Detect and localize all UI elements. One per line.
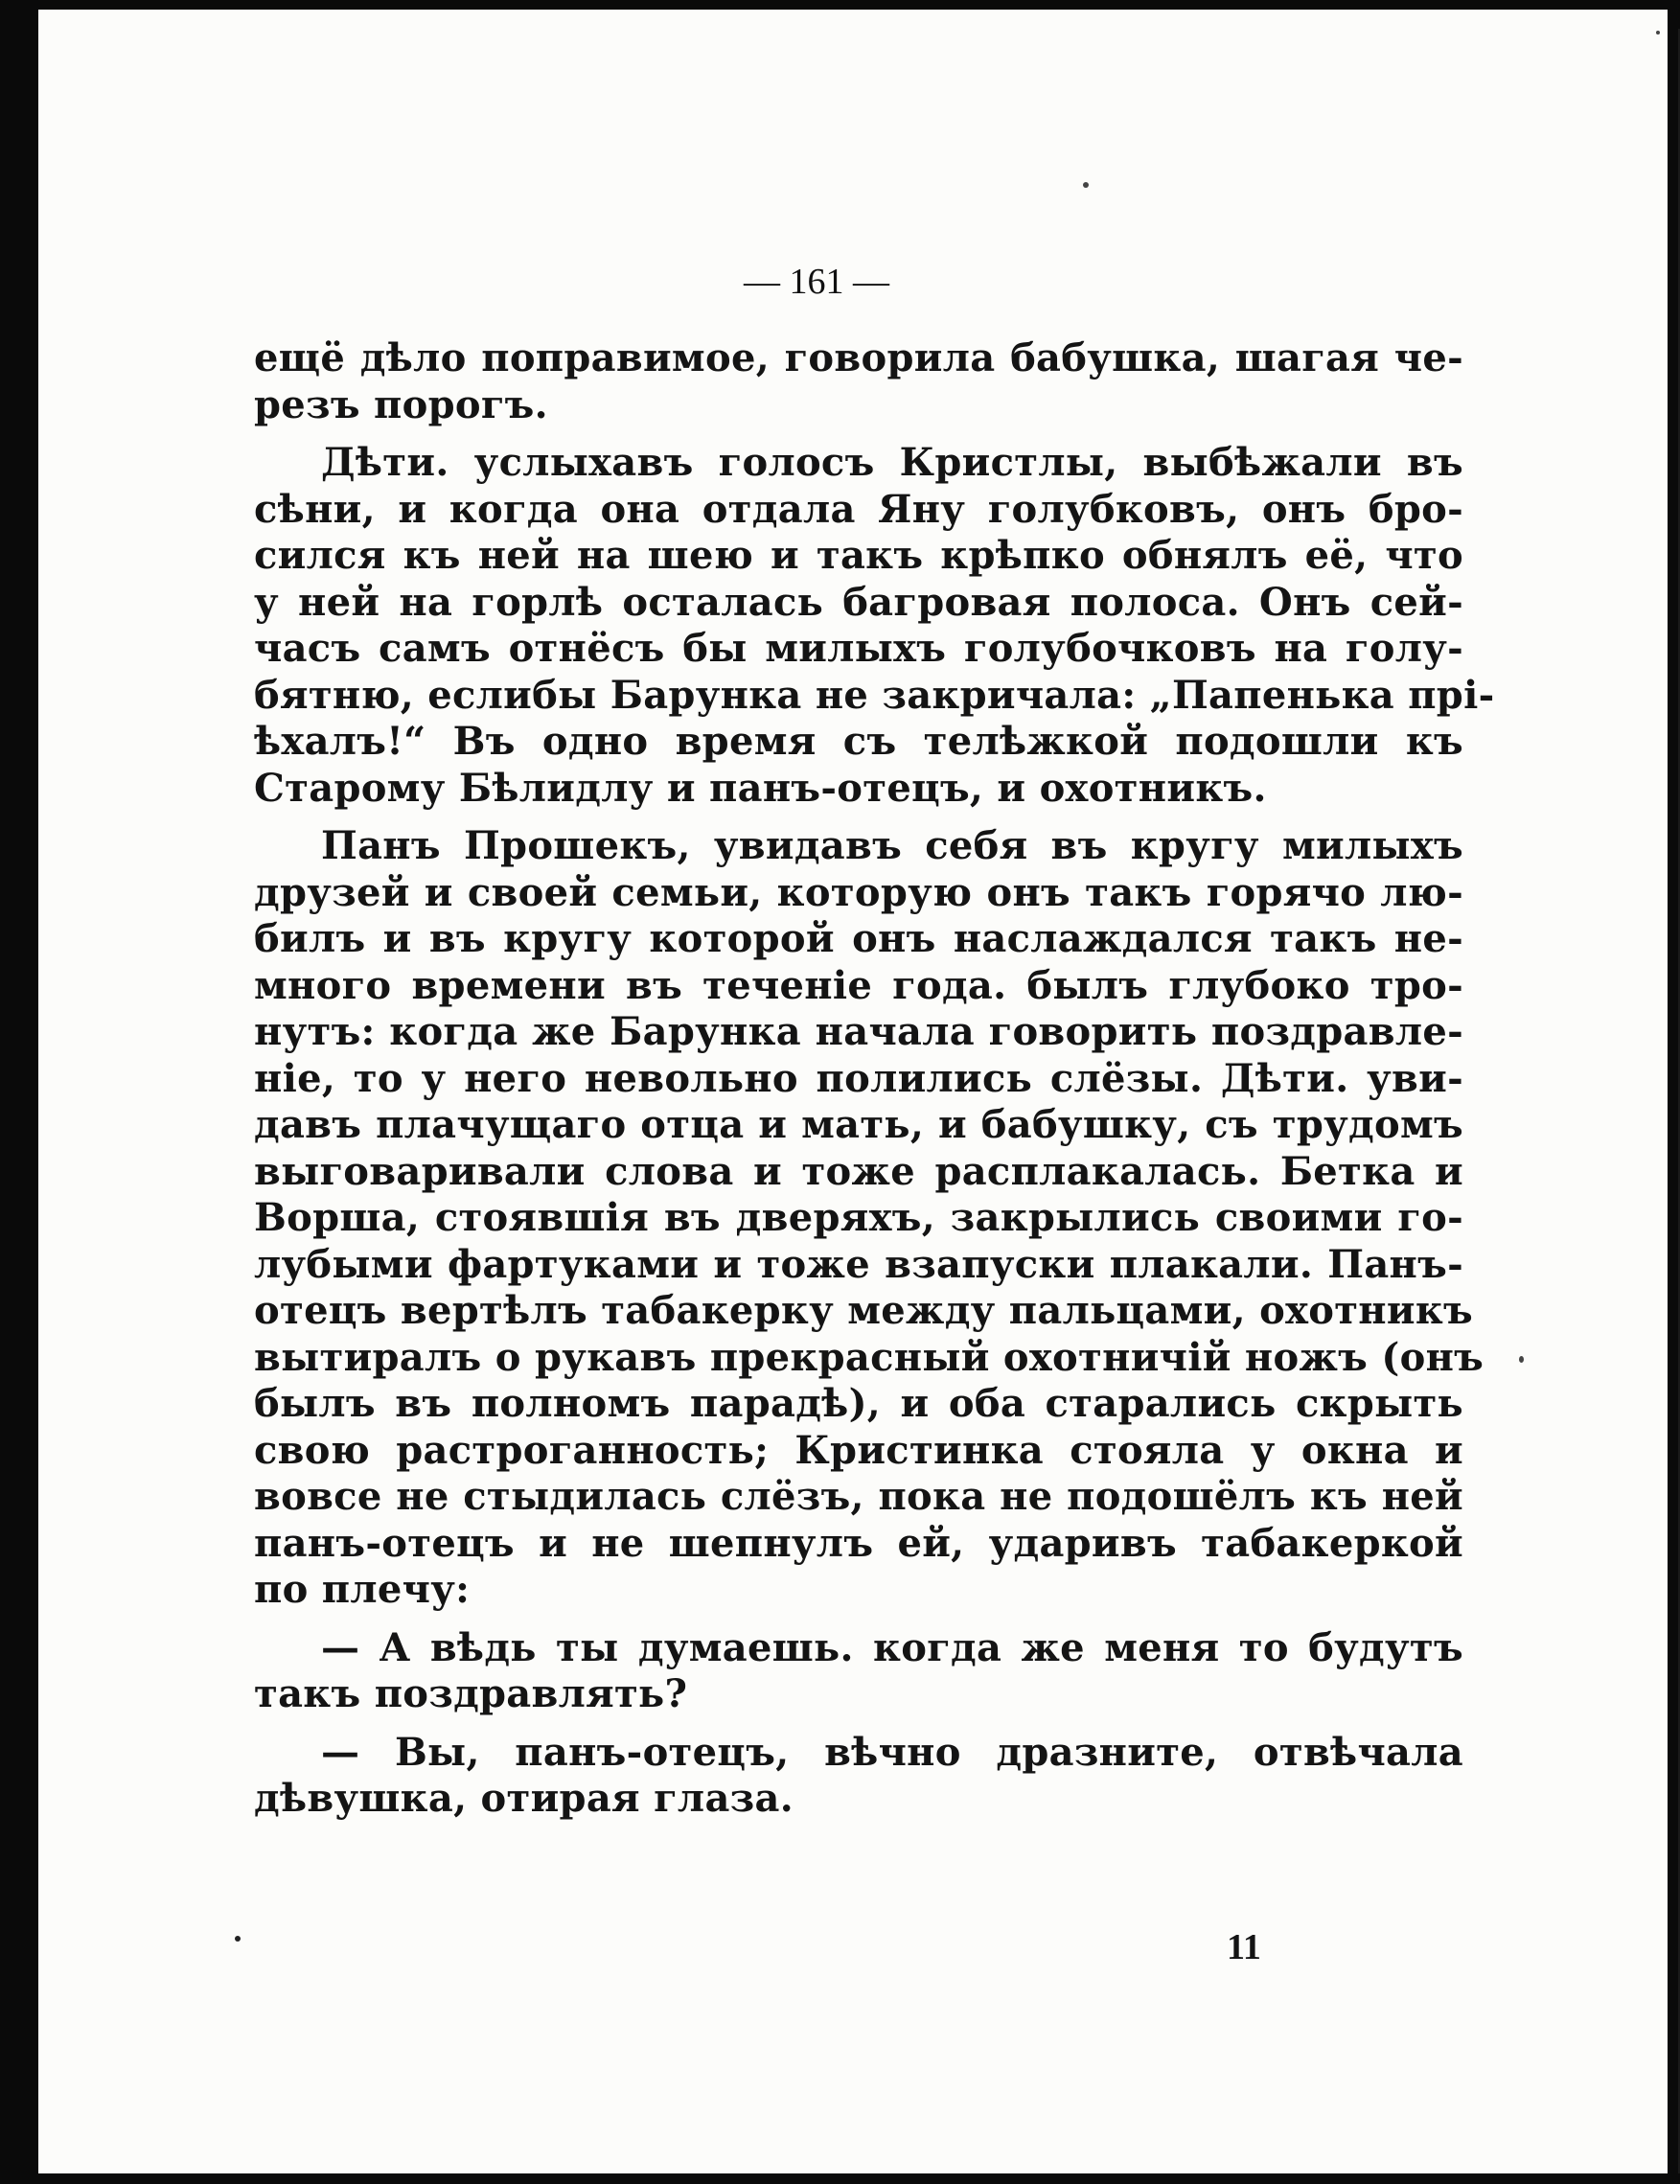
text-line: выговаривали слова и тоже расплакалась. Бетка и (254, 1148, 1463, 1194)
text-line: бятню, еслибы Барунка не закричала: „Папенька прі- (254, 672, 1495, 718)
paragraph-gap (254, 428, 1463, 440)
text-line: вовсе не стыдилась слёзъ, пока не подошёлъ къ ней (254, 1474, 1463, 1519)
paragraph-gap (254, 812, 1463, 823)
text-line: — А вѣдь ты думаешь. когда же меня то будутъ (321, 1624, 1463, 1670)
body-text (254, 335, 1495, 1823)
text-line: у ней на горлѣ осталась багровая полоса. Онъ сей- (254, 579, 1463, 625)
text-line: свою растроганность; Кристинка стояла у окна и (254, 1427, 1463, 1473)
paragraph (254, 1625, 1463, 1718)
text-line: Ворша, стоявшія въ дверяхъ, закрылись своими го- (254, 1195, 1463, 1240)
text-line: давъ плачущаго отца и мать, и бабушку, съ трудомъ (254, 1102, 1463, 1147)
paragraph (254, 440, 1495, 812)
text-line: нутъ: когда же Барунка начала говорить поздравле- (254, 1009, 1463, 1054)
text-line: ещё дѣло поправимое, говорила бабушка, шагая че- (254, 335, 1463, 380)
text-line: вытиралъ о рукавъ прекрасный охотничій ножъ (онъ (254, 1334, 1484, 1380)
signature-mark: 11 (1227, 1927, 1261, 1967)
paragraph (254, 1730, 1463, 1823)
text-line: резъ порогъ. (254, 381, 548, 427)
text-line: лубыми фартуками и тоже взапуски плакали. Панъ- (254, 1241, 1463, 1287)
text-line: друзей и своей семьи, которую онъ такъ горячо лю- (254, 869, 1463, 915)
text-line: часъ самъ отнёсъ бы милыхъ голубочковъ на голу- (254, 626, 1463, 671)
text-line: по плечу: (254, 1567, 471, 1612)
paragraph (254, 823, 1484, 1614)
stray-dot (235, 1936, 241, 1942)
text-line: Старому Бѣлидлу и панъ-отецъ, и охотникъ. (254, 765, 1267, 811)
paragraph-gap (254, 1718, 1463, 1730)
text-line: отецъ вертѣлъ табакерку между пальцами, охотникъ (254, 1288, 1473, 1333)
book-page (38, 10, 1668, 2173)
text-line: — Вы, панъ-отецъ, вѣчно дразните, отвѣчала (321, 1729, 1463, 1775)
text-line: такъ поздравлять? (254, 1671, 688, 1716)
text-line: сился къ ней на шею и такъ крѣпко обнялъ её, что (254, 533, 1463, 578)
text-line: Дѣти. услыхавъ голосъ Кристлы, выбѣжали въ (321, 440, 1463, 485)
paragraph (254, 335, 1463, 428)
text-line: Панъ Прошекъ, увидавъ себя въ кругу милыхъ (321, 823, 1463, 868)
text-line: панъ-отецъ и не шепнулъ ей, ударивъ табакеркой (254, 1520, 1463, 1566)
text-line: билъ и въ кругу которой онъ наслаждался такъ не- (254, 916, 1463, 961)
text-line: ѣхалъ!“ Въ одно время съ телѣжкой подошли къ (254, 719, 1463, 764)
text-line: былъ въ полномъ парадѣ), и оба старались скрыть (254, 1381, 1463, 1426)
text-line: ніе, то у него невольно полились слёзы. Дѣти. уви- (254, 1055, 1463, 1101)
page-number: — 161 — (744, 262, 889, 302)
text-line: дѣвушка, отирая глаза. (254, 1776, 794, 1821)
text-line: сѣни, и когда она отдала Яну голубковъ, онъ бро- (254, 486, 1463, 532)
text-line: много времени въ теченіе года. былъ глубоко тро- (254, 962, 1463, 1008)
paragraph-gap (254, 1614, 1463, 1625)
